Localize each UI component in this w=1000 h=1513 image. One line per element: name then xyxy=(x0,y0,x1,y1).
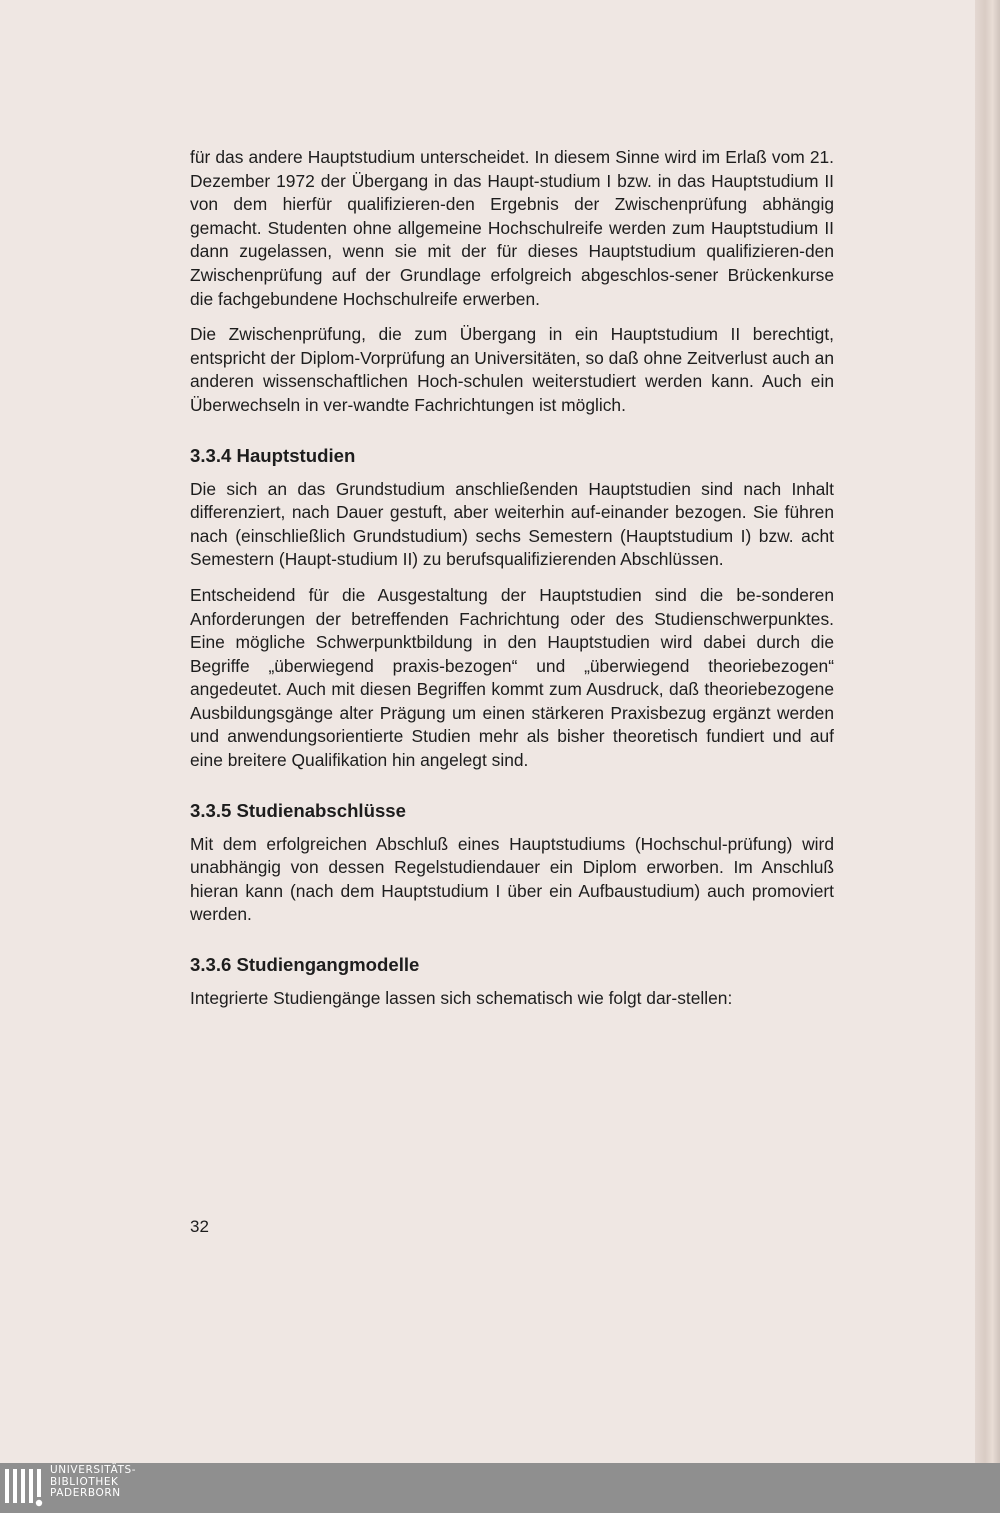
paragraph-intro-2: Die Zwischenprüfung, die zum Übergang in ein Hauptstudium II berechtigt, entspricht der Diplom-Vorprüfung an Universitäten, so daß ohne Zeitverlust auch an anderen wissenschaftlichen Hoch-schulen weiterstudiert werden kann. Auch ein Überwechseln in ver-wandte Fachrichtungen ist möglich. xyxy=(190,324,834,415)
page-number: 32 xyxy=(190,1217,209,1236)
library-logo-icon xyxy=(4,1466,44,1510)
page-edge xyxy=(975,0,1000,1463)
paragraph-hauptstudien-1: Die sich an das Grundstudium anschließenden Hauptstudien sind nach Inhalt differenziert, nach Dauer gestuft, aber weiterhin auf-einander bezogen. Sie führen nach (einschließlich Grundstudium) sechs Semestern (Hauptstudium I) bzw. acht Semestern (Haupt-studium II) zu berufsqualifizierenden Abschlüssen. xyxy=(190,478,834,570)
logo-line-3: PADERBORN xyxy=(50,1487,121,1499)
paragraph-studiengangmodelle: Integrierte Studiengänge lassen sich schematisch wie folgt dar-stellen: xyxy=(190,988,733,1009)
text-column xyxy=(190,146,834,1011)
heading-studiengangmodelle: 3.3.6 Studiengangmodelle xyxy=(190,954,420,976)
logo-line-1: UNIVERSITÄTS- xyxy=(50,1464,137,1476)
heading-studienabschluesse: 3.3.5 Studienabschlüsse xyxy=(190,799,406,821)
library-logo-text xyxy=(50,1465,136,1500)
logo-line-2: BIBLIOTHEK xyxy=(50,1475,119,1488)
library-footer xyxy=(0,1463,1000,1513)
paragraph-hauptstudien-2: Entscheidend für die Ausgestaltung der Hauptstudien sind die be-sonderen Anforderungen der betreffenden Fachrichtung oder des Studienschwerpunktes. Eine mögliche Schwerpunktbildung in den Hauptstudien wird dabei durch die Begriffe „überwiegend praxis-bezogen“ und „überwiegend theoriebezogen“ angedeutet. Auch mit diesen Begriffen kommt zum Ausdruck, daß theoriebezogene Ausbildungsgänge alter Prägung um einen stärkeren Praxisbezug ergänzt werden und anwendungsorientierte Studien mehr als bisher theoretisch fundiert und auf eine breitere Qualifikation hin angelegt sind. xyxy=(190,584,834,771)
heading-hauptstudien: 3.3.4 Hauptstudien xyxy=(190,444,356,466)
paragraph-studienabschluesse: Mit dem erfolgreichen Abschluß eines Hauptstudiums (Hochschul-prüfung) wird unabhängig von dessen Regelstudiendauer ein Diplom erworben. Im Anschluß hieran kann (nach dem Hauptstudium I über ein Aufbaustudium) auch promoviert werden. xyxy=(190,833,834,925)
paragraph-intro-1: für das andere Hauptstudium unterscheidet. In diesem Sinne wird im Erlaß vom 21. Dezember 1972 der Übergang in das Haupt-studium I bzw. in das Hauptstudium II von dem hierfür qualifizieren-den Ergebnis der Zwischenprüfung abhängig gemacht. Studenten ohne allgemeine Hochschulreife werden zum Hauptstudium II dann zugelassen, wenn sie mit der für dieses Hauptstudium qualifizieren-den Zwischenprüfung auf der Grundlage erfolgreich abgeschlos-sener Brückenkurse die fachgebundene Hochschulreife erwerben. xyxy=(190,147,834,309)
